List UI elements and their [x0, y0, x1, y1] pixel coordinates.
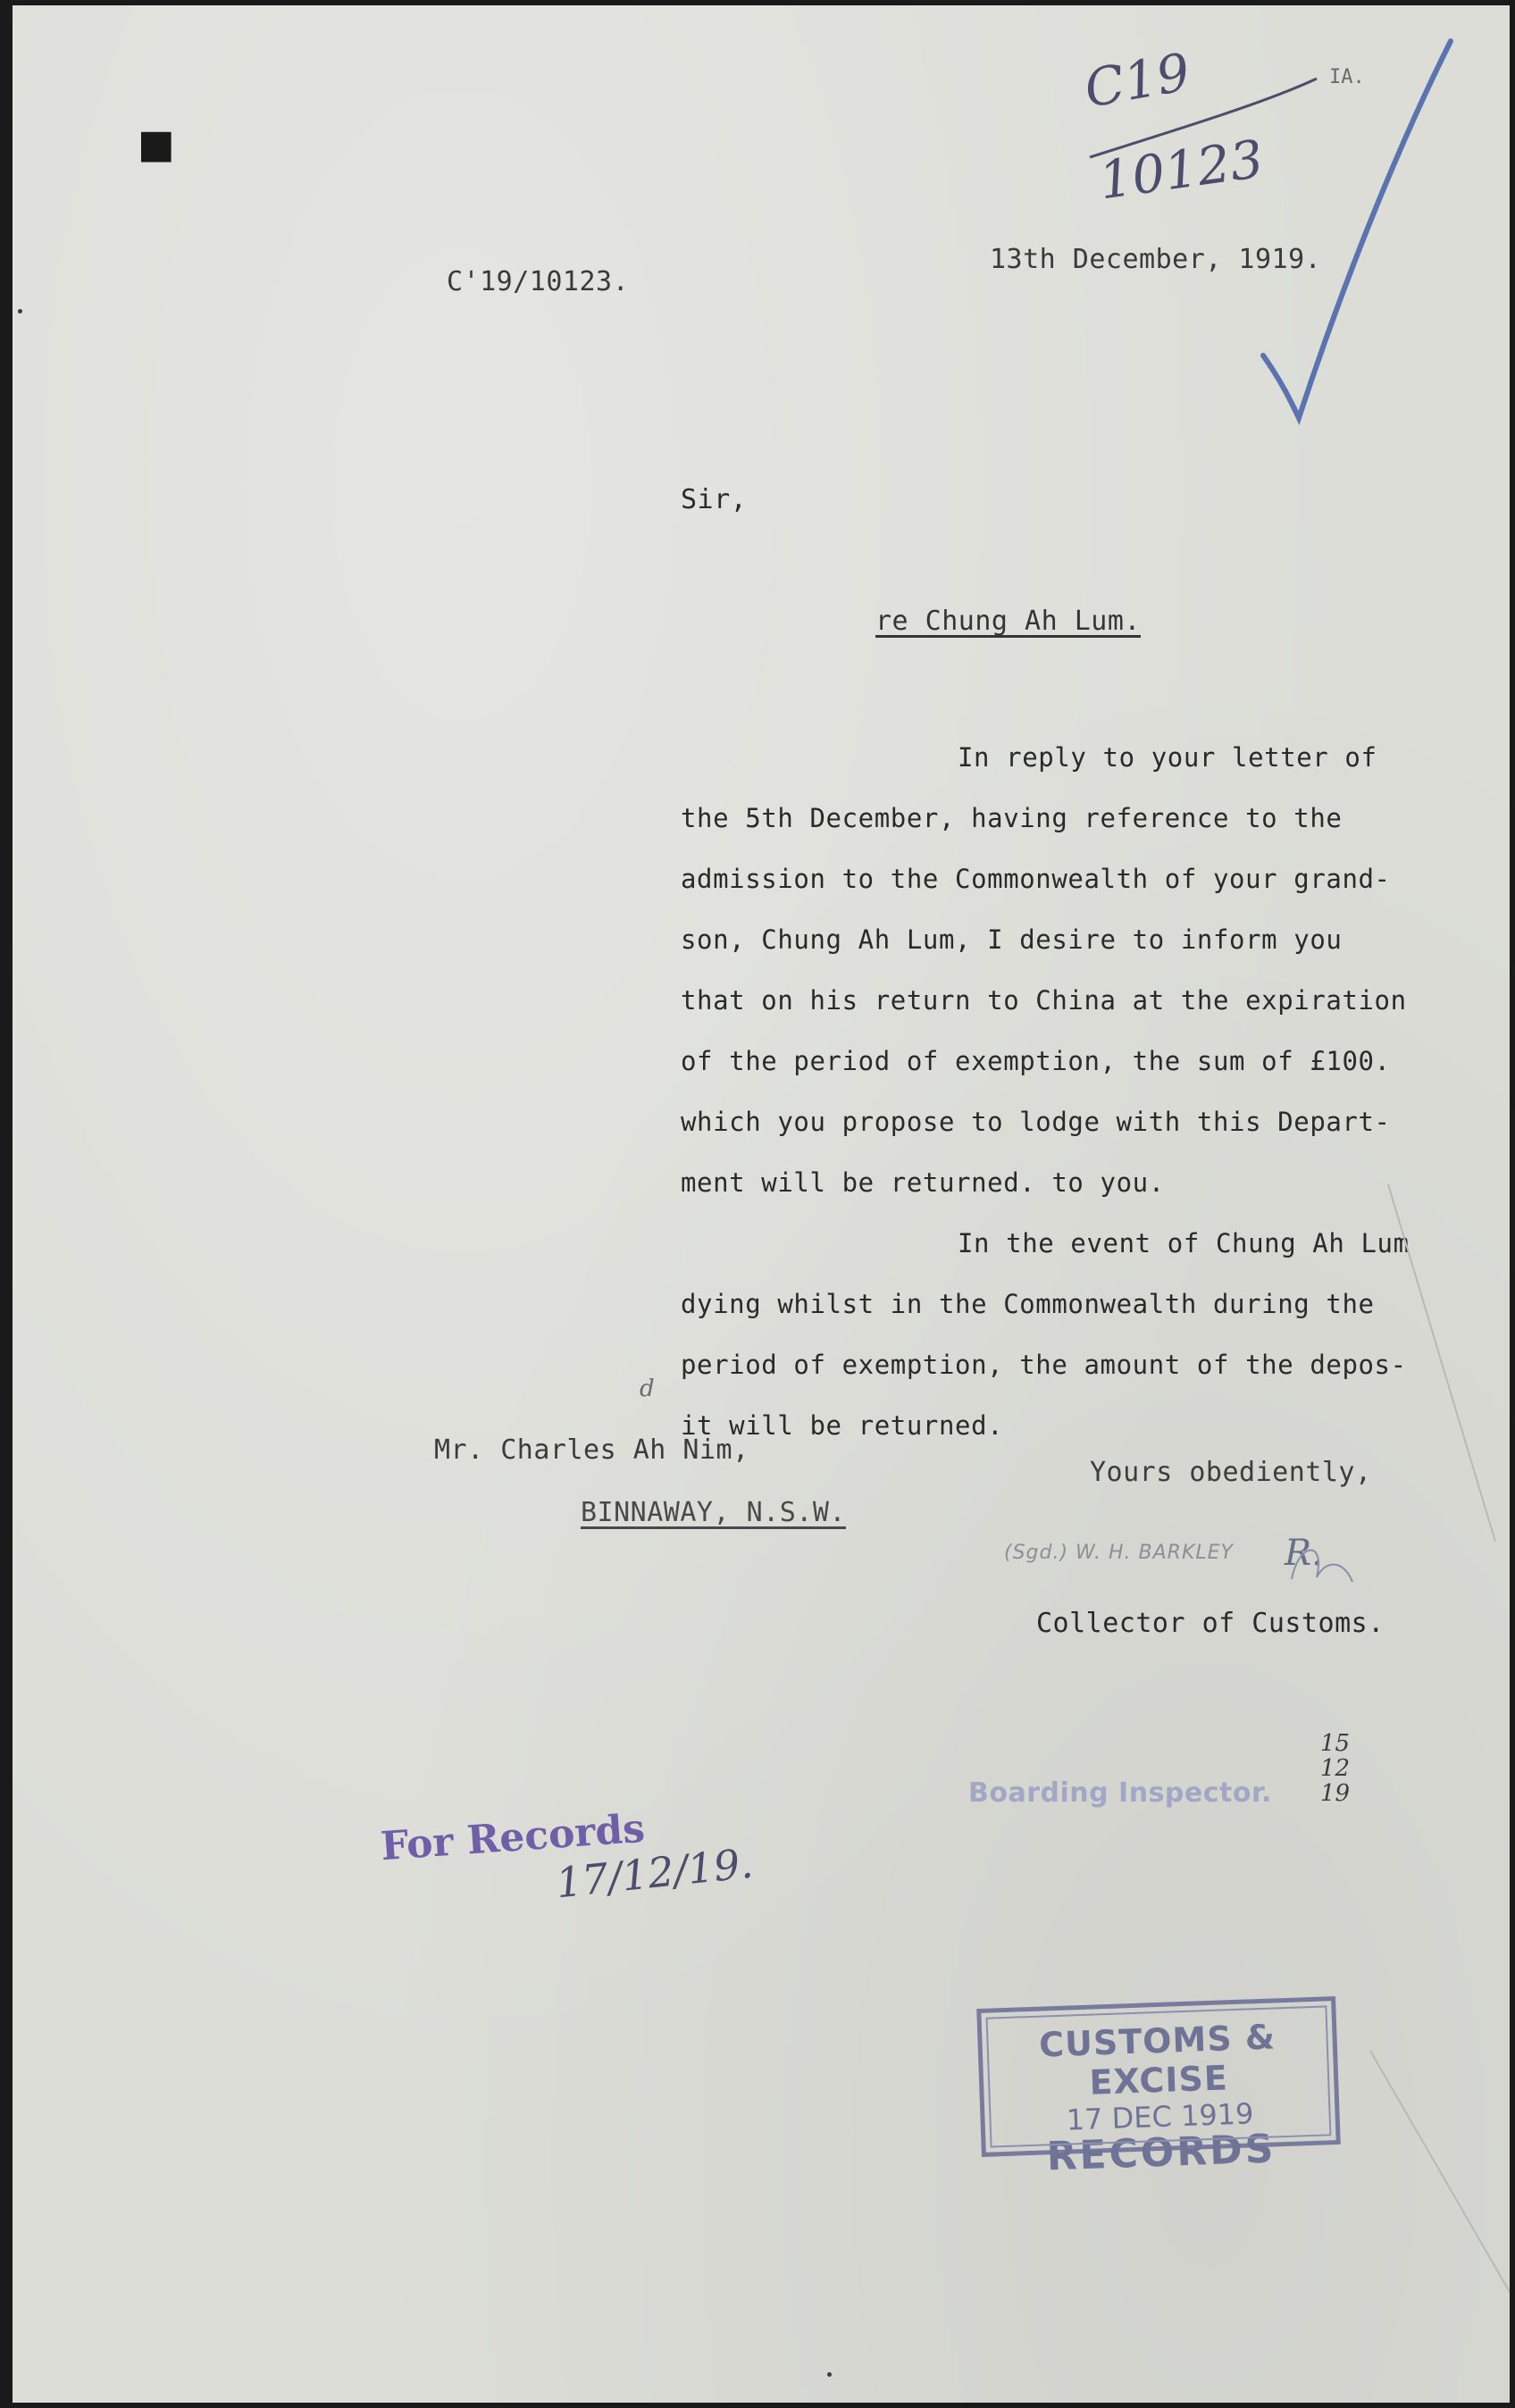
salutation: Sir, [681, 484, 748, 515]
handwriting-overlay [13, 5, 1510, 2403]
body-line: son, Chung Ah Lum, I desire to inform you [681, 924, 1343, 955]
letter-page [13, 5, 1510, 2403]
paper-speck [827, 2372, 832, 2377]
file-number-divider-line [1090, 79, 1317, 157]
body-line: the 5th December, having reference to the [681, 803, 1343, 833]
fraction-day: 15 [1320, 1730, 1351, 1757]
body-line: admission to the Commonwealth of your grand- [681, 864, 1391, 894]
body-line: which you propose to lodge with this Depart- [681, 1107, 1391, 1137]
paper-crease-line [1388, 1184, 1495, 1542]
signature-stamp: (Sgd.) W. H. BARKLEY [1004, 1542, 1234, 1564]
handwritten-file-number-top: C19 [1079, 41, 1195, 120]
for-records-stamp: For Records [379, 1805, 647, 1870]
addressee-address: BINNAWAY, N.S.W. [581, 1497, 846, 1528]
body-line: ment will be returned. to you. [681, 1167, 1165, 1198]
fraction-year: 19 [1320, 1780, 1351, 1807]
body-line: it will be returned. [681, 1410, 1004, 1441]
paper-crease-line [1370, 2051, 1510, 2292]
stamp-line-customs: CUSTOMS & EXCISE [1038, 2017, 1276, 2103]
handwritten-file-number-bottom: 10123 [1095, 128, 1268, 212]
margin-handwritten-mark: d [640, 1375, 655, 1402]
addressee-name: Mr. Charles Ah Nim, [434, 1434, 749, 1466]
handwritten-initials: R. [1285, 1533, 1323, 1574]
signature-scrawl [1292, 1550, 1352, 1582]
body-line: of the period of exemption, the sum of £100. [681, 1046, 1391, 1076]
fraction-month: 12 [1320, 1755, 1351, 1782]
corner-mark: IA. [1329, 66, 1365, 88]
reference-number: C'19/10123. [447, 266, 630, 297]
for-records-handwritten-date: 17/12/19. [553, 1838, 756, 1908]
letter-date: 13th December, 1919. [990, 244, 1322, 275]
closing: Yours obediently, [1090, 1457, 1372, 1488]
paper-speck [18, 309, 22, 314]
boarding-inspector-stamp: Boarding Inspector. [968, 1777, 1272, 1809]
stamp-line-date: 17 DEC 1919 [1066, 2096, 1255, 2137]
body-line: dying whilst in the Commonwealth during the [681, 1289, 1375, 1319]
stamp-line-records: RECORDS [1045, 2126, 1277, 2180]
body-line: that on his return to China at the expiration [681, 985, 1407, 1016]
body-line: period of exemption, the amount of the depos- [681, 1350, 1407, 1380]
body-line: In the event of Chung Ah Lum [958, 1228, 1410, 1258]
ink-blot-mark: ■ [138, 121, 175, 167]
subject-line: re Chung Ah Lum. [875, 606, 1141, 637]
signatory-title: Collector of Customs. [1036, 1608, 1385, 1639]
checkmark-icon [1263, 41, 1451, 418]
body-line: In reply to your letter of [958, 742, 1377, 773]
